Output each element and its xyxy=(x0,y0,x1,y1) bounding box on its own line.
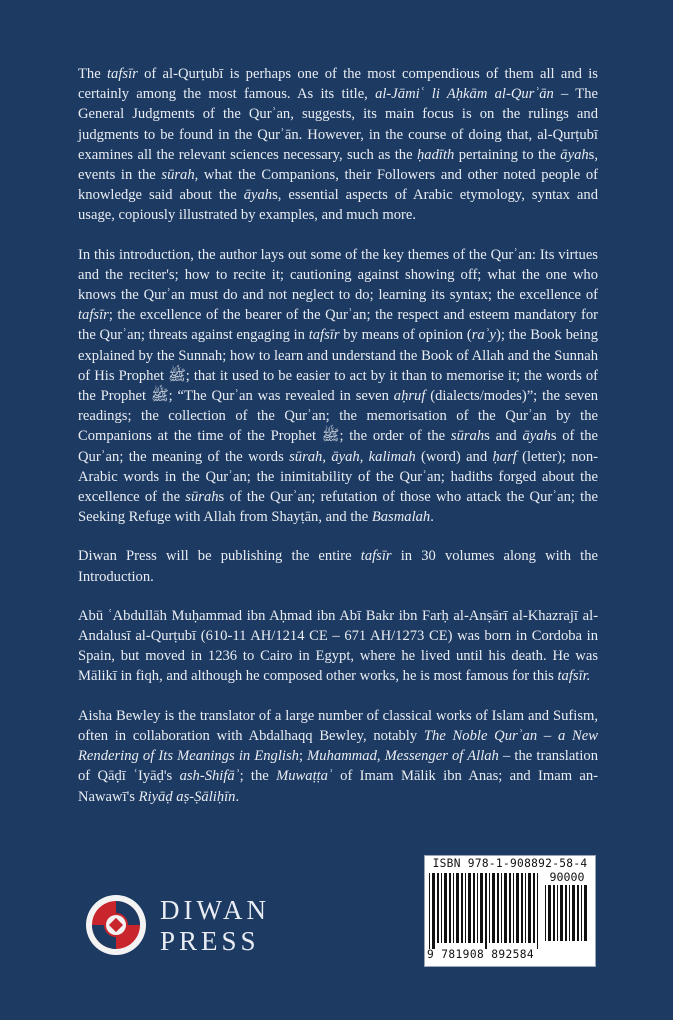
barcode-bar xyxy=(497,873,499,943)
italic-text-run: ḥarf xyxy=(492,448,517,465)
text-run: in 30 volumes along with the Introduction. xyxy=(78,548,598,585)
text-run: of Imam Mālik ibn Anas; and Imam an-Nawawī's xyxy=(78,768,599,805)
barcode-bar xyxy=(453,873,454,943)
text-run: s, essential aspects of Arabic etymology, syntax and usage, copiously illustrated by examples, and much more. xyxy=(78,187,598,224)
text-run: ); the Book being explained by the Sunnah; how to learn and understand the Book of Allah and the Sunnah of His Prophet ﷺ; that it used to be easier to act by it than to memorise it; the words of the Prophet ﷺ; “The Qurʾan was revealed in seven xyxy=(78,327,599,405)
text-run: of al-Qurṭubī is perhaps one of the most compendious of them all and is certainly among the most famous. As its title, xyxy=(78,66,598,103)
text-run: . xyxy=(430,509,434,526)
text-run: s and xyxy=(484,428,523,445)
italic-text-run: sūrah xyxy=(161,167,195,184)
diwan-press-logo xyxy=(84,893,284,963)
italic-text-run: tafsīr. xyxy=(557,668,591,685)
text-run: s, events in the xyxy=(78,146,598,184)
isbn-label: ISBN 978-1-908892-58-4 xyxy=(432,857,588,870)
barcode-bar xyxy=(509,873,511,943)
barcode-bar xyxy=(489,873,490,943)
italic-text-run: tafsīr xyxy=(308,327,340,344)
italic-text-run: sūrah xyxy=(185,489,219,506)
barcode-bar xyxy=(461,873,463,943)
italic-text-run: The Noble Qurʾan – a New Rendering of Its Meanings in English xyxy=(78,727,598,765)
isbn-barcode xyxy=(424,855,596,967)
text-run: (letter); non-Arabic words in the Qurʾan; the inimitability of the Qurʾan; hadiths forged about the excellence of the xyxy=(78,448,598,506)
text-run: Abū ʿAbdullāh Muḥammad ibn Aḥmad ibn Abī Bakr ibn Farḥ al-Anṣārī al-Khazrajī al-Andalusī al-Qurṭubī (610-11 AH/1214 CE – 671 AH/1273 CE) was born in Cordoba in Spain, but moved in 1236 to Cairo in Egypt, where he lived until his death. He was Mālikī in fiqh, and although he composed other works, he is most famous for this xyxy=(78,607,598,685)
barcode-bar xyxy=(468,873,471,943)
barcode-bar xyxy=(513,873,514,943)
text-run: – The General Judgments of the Qurʾan, suggests, its main focus is on the rulings and judgments to be found in the Qurʾān. However, in the course of doing that, al-Qurṭubī examines all the relevant sciences necessary, such as the xyxy=(78,86,599,163)
price-addon-digits: 90000 xyxy=(549,870,585,884)
italic-text-run: Muwaṭṭaʾ xyxy=(276,768,333,785)
italic-text-run: al-Jāmiʿ li Aḥkām al-Qurʾān xyxy=(375,86,554,103)
barcode-bar xyxy=(581,885,582,941)
barcode-bar xyxy=(528,873,531,943)
text-run: s of the Qurʾan; refutation of those who attack the Qurʾan; the Seeking Refuge with Allah from Shayṭān, and the xyxy=(78,489,599,526)
barcode-bar xyxy=(548,885,551,941)
text-run: . xyxy=(235,788,240,805)
italic-text-run: sūrah, āyah, kalimah xyxy=(289,448,416,465)
paragraph-publishing xyxy=(78,546,598,586)
barcode-bar xyxy=(504,873,507,943)
barcode-bar xyxy=(480,873,483,943)
barcode-bar xyxy=(577,885,579,941)
italic-text-run: āyah xyxy=(560,146,589,163)
text-run: The xyxy=(78,66,107,82)
barcode-bar xyxy=(565,885,567,941)
barcode-bar xyxy=(465,873,466,943)
logo-word-press: PRESS xyxy=(160,926,260,956)
barcode-bar xyxy=(584,885,587,941)
italic-text-run: Muhammad, Messenger of Allah xyxy=(307,748,499,765)
barcode-bar xyxy=(485,873,487,949)
italic-text-run: sūrah xyxy=(450,428,485,445)
barcode-bar xyxy=(533,873,535,943)
barcode-bar xyxy=(525,873,526,943)
barcode-bar xyxy=(501,873,502,943)
italic-text-run: tafsīr xyxy=(360,548,392,565)
price-addon-bars xyxy=(545,885,589,947)
barcode-bar xyxy=(553,885,555,941)
barcode-bar xyxy=(521,873,523,943)
text-run: Aisha Bewley is the translator of a large number of classical works of Islam and Sufism, often in collaboration with Abdalhaqq Bewley, notably xyxy=(78,707,598,744)
barcode-bar xyxy=(537,873,538,949)
barcode-bar xyxy=(560,885,563,941)
text-run: pertaining to the xyxy=(454,146,561,163)
ean-barcode-bars xyxy=(429,873,541,949)
italic-text-run: tafsīr xyxy=(106,66,138,82)
paragraph-translator-bio xyxy=(78,706,598,807)
barcode-bar xyxy=(572,885,575,941)
barcode-bar xyxy=(444,873,447,943)
barcode-bar xyxy=(449,873,451,943)
ean-digits: 9 781908 892584 xyxy=(427,948,535,961)
text-run: (dialects/modes)”; the seven readings; the collection of the Qurʾan; the memorisation of the Qurʾan by the Companions at the time of the Prophet ﷺ; the order of the xyxy=(78,388,598,445)
italic-text-run: tafsīr xyxy=(78,307,109,324)
barcode-bar xyxy=(429,873,430,949)
italic-text-run: Basmalah xyxy=(371,509,431,526)
text-run: , what the Companions, their Followers and other noted people of knowledge said about the xyxy=(78,167,598,204)
barcode-bar xyxy=(477,873,478,943)
barcode-bar xyxy=(516,873,519,943)
italic-text-run: raʾy xyxy=(471,327,497,344)
barcode-bar xyxy=(473,873,475,943)
paragraph-author-bio xyxy=(78,606,598,687)
italic-text-run: āyah xyxy=(522,428,551,445)
text-run: by means of opinion ( xyxy=(339,327,472,344)
barcode-bar xyxy=(432,873,435,949)
italic-text-run: aḥruf xyxy=(393,388,426,405)
italic-text-run: Riyāḍ aṣ-Ṣāliḥīn xyxy=(138,788,236,805)
text-run: In this introduction, the author lays out some of the key themes of the Qurʾan: Its virtues and the reciter's; how to recite it; cautioning against showing off; what the one who knows the Qurʾan must do and not neglect to do; learning its syntax; the excellence of xyxy=(78,246,598,304)
barcode-bar xyxy=(492,873,495,943)
barcode-bar xyxy=(557,885,558,941)
barcode-bar xyxy=(441,873,442,943)
text-run: ; the excellence of the bearer of the Qurʾan; the respect and esteem mandatory for the Qurʾan; threats against engaging in xyxy=(78,307,598,344)
text-run: (word) and xyxy=(415,448,493,465)
logo-word-diwan: DIWAN xyxy=(160,895,270,925)
paragraph-themes xyxy=(78,245,598,528)
italic-text-run: ash-Shifāʾ xyxy=(179,768,240,785)
paragraph-intro xyxy=(78,64,598,226)
barcode-bar xyxy=(456,873,459,943)
italic-text-run: ḥadīth xyxy=(417,146,455,163)
italic-text-run: āyah xyxy=(243,187,273,204)
text-run: – the translation of Qāḍī ʿIyāḍ's xyxy=(78,748,599,785)
text-run: s of the Qurʾan; the meaning of the words xyxy=(78,428,598,465)
description-text xyxy=(78,64,598,807)
diwan-press-emblem-icon xyxy=(84,893,148,957)
barcode-bar xyxy=(569,885,570,941)
barcode-bar xyxy=(545,885,546,941)
text-run: ; the xyxy=(239,768,277,785)
text-run: Diwan Press will be publishing the entire xyxy=(78,548,361,565)
barcode-bar xyxy=(437,873,439,943)
text-run: ; xyxy=(298,748,308,765)
